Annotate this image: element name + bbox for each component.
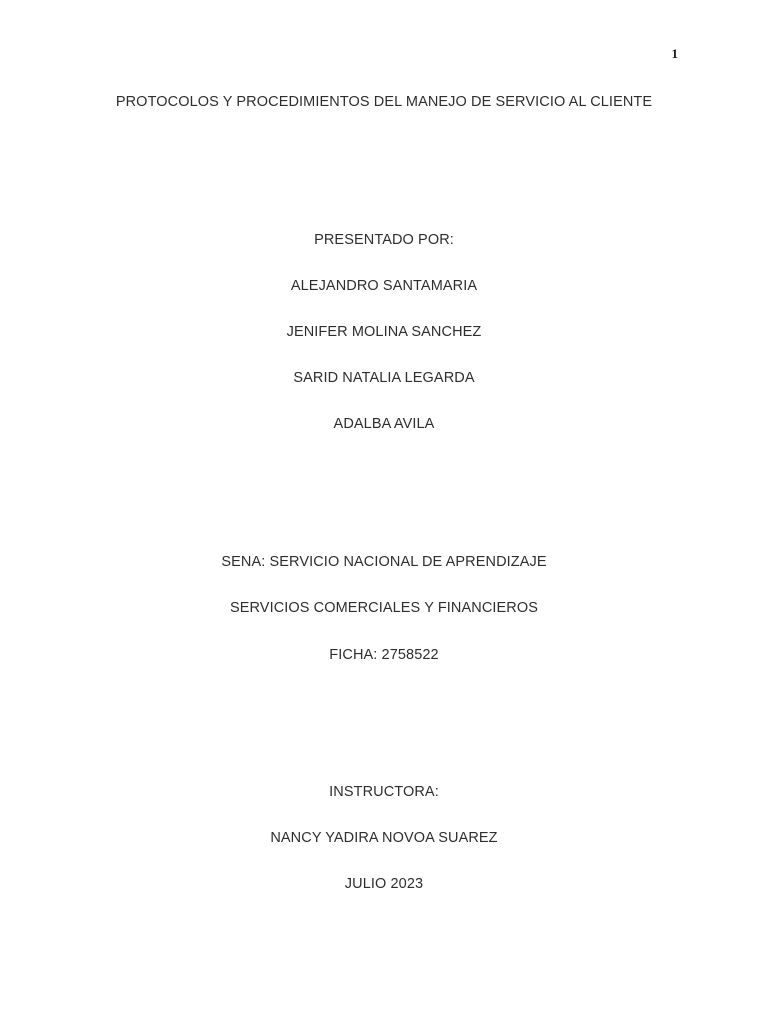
instructor-heading: INSTRUCTORA: [329,784,439,800]
institution-name: SENA: SERVICIO NACIONAL DE APRENDIZAJE [221,554,547,570]
program-name: SERVICIOS COMERCIALES Y FINANCIEROS [229,600,539,616]
author-name: JENIFER MOLINA SANCHEZ [286,324,482,340]
author-name: ALEJANDRO SANTAMARIA [290,278,478,294]
page-number: 1 [671,46,678,61]
document-date: JULIO 2023 [344,876,424,892]
authors-heading: PRESENTADO POR: [314,232,454,248]
document-title: PROTOCOLOS Y PROCEDIMIENTOS DEL MANEJO DE SERVICIO AL CLIENTE [115,94,653,110]
author-name: SARID NATALIA LEGARDA [293,370,475,386]
ficha-number: FICHA: 2758522 [329,647,439,663]
author-name: ADALBA AVILA [333,416,435,432]
instructor-name: NANCY YADIRA NOVOA SUAREZ [270,830,498,846]
